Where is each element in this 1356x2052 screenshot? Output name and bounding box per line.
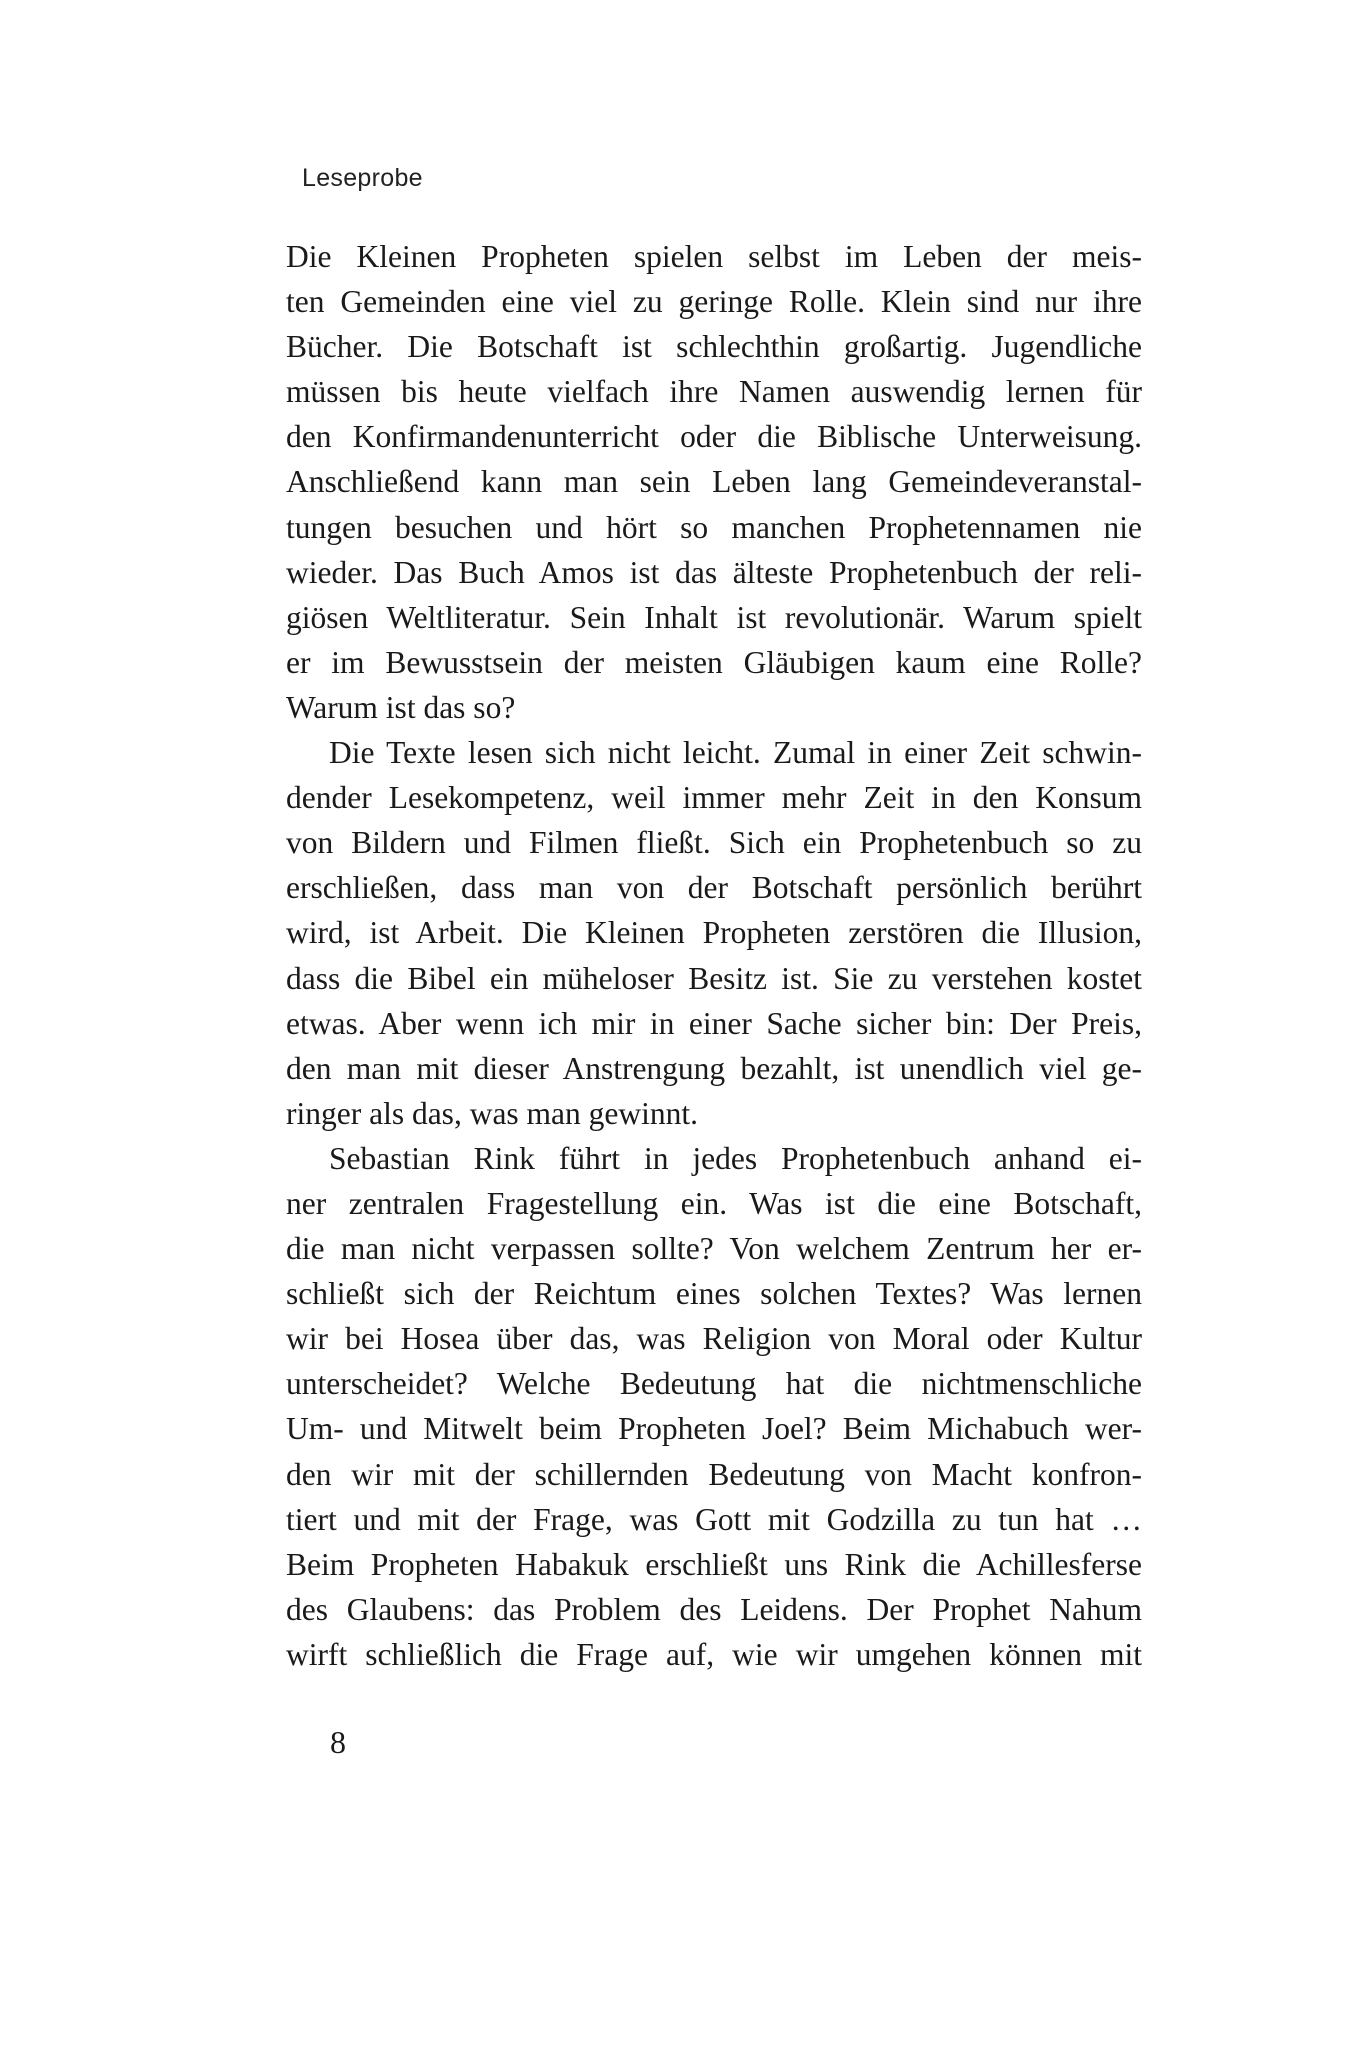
text-line: ringer als das, was man gewinnt.	[286, 1095, 699, 1131]
text-line: Beim Propheten Habakuk erschließt uns Rink die Achillesferse	[286, 1546, 1142, 1582]
paragraph-3	[286, 1136, 1142, 1677]
running-header: Leseprobe	[302, 164, 423, 192]
text-line: die man nicht verpassen sollte? Von welchem Zentrum her er-	[286, 1231, 1142, 1267]
text-line: etwas. Aber wenn ich mir in einer Sache sicher bin: Der Preis,	[286, 1005, 1142, 1041]
text-line: Bücher. Die Botschaft ist schlechthin großartig. Jugendliche	[286, 329, 1142, 365]
text-line: Warum ist das so?	[286, 689, 516, 725]
text-line: dender Lesekompetenz, weil immer mehr Zeit in den Konsum	[286, 780, 1142, 816]
text-line: erschließen, dass man von der Botschaft persönlich berührt	[286, 870, 1142, 906]
text-line: müssen bis heute vielfach ihre Namen auswendig lernen für	[286, 374, 1142, 410]
text-line: Anschließend kann man sein Leben lang Gemeindeveranstal-	[286, 464, 1142, 500]
text-line: ten Gemeinden eine viel zu geringe Rolle. Klein sind nur ihre	[286, 284, 1142, 320]
text-line: unterscheidet? Welche Bedeutung hat die nichtmenschliche	[286, 1366, 1142, 1402]
text-line: schließt sich der Reichtum eines solchen Textes? Was lernen	[286, 1276, 1142, 1312]
paragraph-2	[286, 730, 1142, 1136]
text-line: wieder. Das Buch Amos ist das älteste Prophetenbuch der reli-	[286, 554, 1142, 590]
text-line: von Bildern und Filmen fließt. Sich ein Prophetenbuch so zu	[286, 825, 1142, 861]
text-line: giösen Weltliteratur. Sein Inhalt ist revolutionär. Warum spielt	[286, 599, 1142, 635]
text-line: Sebastian Rink führt in jedes Prophetenbuch anhand ei-	[329, 1140, 1142, 1176]
text-line: des Glaubens: das Problem des Leidens. Der Prophet Nahum	[286, 1591, 1142, 1627]
text-line: tungen besuchen und hört so manchen Prophetennamen nie	[286, 509, 1142, 545]
text-line: den wir mit der schillernden Bedeutung von Macht konfron-	[286, 1456, 1142, 1492]
text-line: tiert und mit der Frage, was Gott mit Godzilla zu tun hat …	[286, 1501, 1142, 1537]
text-line: er im Bewusstsein der meisten Gläubigen kaum eine Rolle?	[286, 644, 1142, 680]
text-line: den man mit dieser Anstrengung bezahlt, ist unendlich viel ge-	[286, 1050, 1142, 1086]
text-line: den Konfirmandenunterricht oder die Biblische Unterweisung.	[286, 419, 1142, 455]
body-text	[286, 234, 1142, 1677]
text-line: wirft schließlich die Frage auf, wie wir umgehen können mit	[286, 1636, 1142, 1672]
text-line: wird, ist Arbeit. Die Kleinen Propheten zerstören die Illusion,	[286, 915, 1142, 951]
text-line: Die Texte lesen sich nicht leicht. Zumal in einer Zeit schwin-	[329, 735, 1142, 771]
text-line: wir bei Hosea über das, was Religion von Moral oder Kultur	[286, 1321, 1142, 1357]
text-line: dass die Bibel ein müheloser Besitz ist. Sie zu verstehen kostet	[286, 960, 1142, 996]
page-number: 8	[330, 1724, 346, 1760]
text-line: Um- und Mitwelt beim Propheten Joel? Beim Michabuch wer-	[286, 1411, 1142, 1447]
paragraph-1	[286, 234, 1142, 730]
text-line: Die Kleinen Propheten spielen selbst im Leben der meis-	[286, 239, 1142, 274]
text-line: ner zentralen Fragestellung ein. Was ist die eine Botschaft,	[286, 1185, 1142, 1221]
